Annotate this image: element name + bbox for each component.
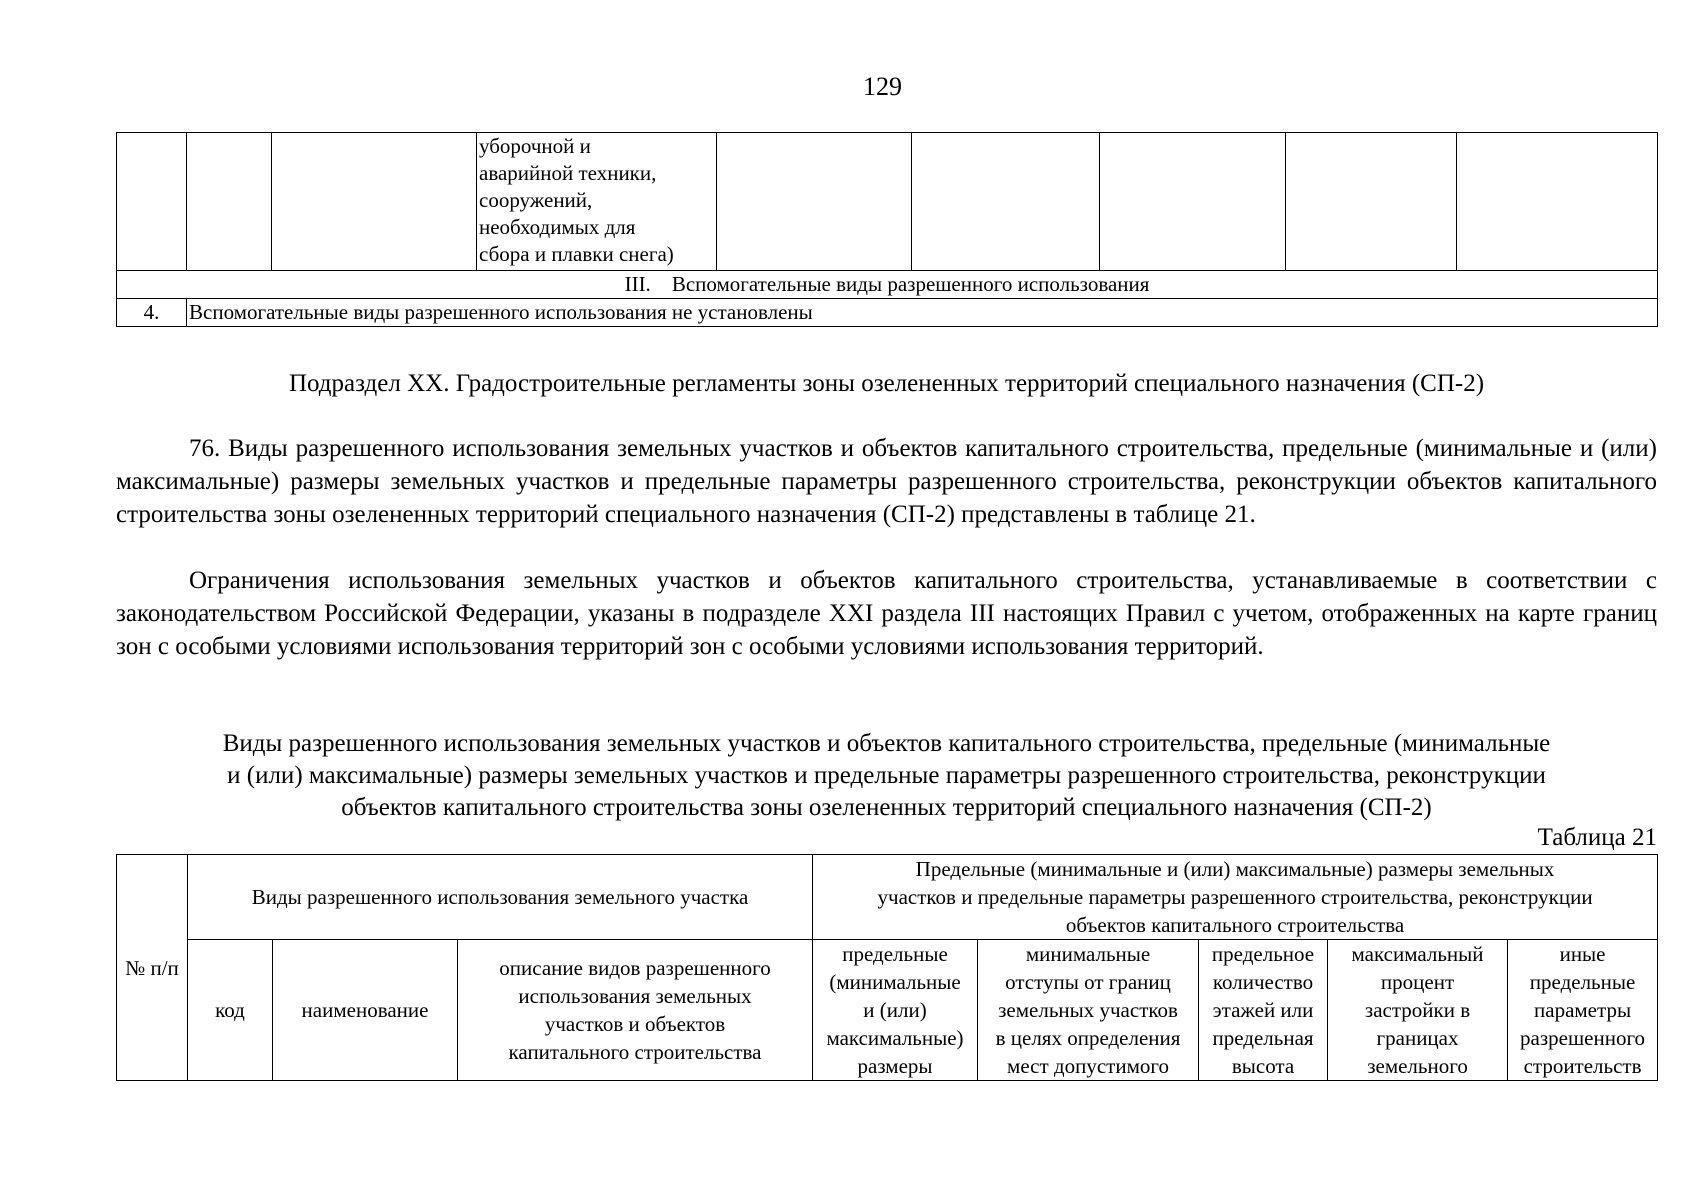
table-header-row (117, 855, 1658, 940)
description-line: уборочной и (479, 134, 591, 158)
header-group-limits (813, 855, 1658, 940)
description-line: сбора и плавки снега) (479, 242, 674, 266)
header-line: максимальный (1351, 942, 1484, 966)
header-line: предельные (1529, 970, 1636, 994)
header-line: отступы от границ (1005, 970, 1171, 994)
header-line: количество (1212, 970, 1314, 994)
regulations-table (116, 854, 1658, 1081)
table-row (117, 299, 1658, 327)
header-line: предельное (1211, 942, 1315, 966)
description-line: аварийной техники, (479, 161, 657, 185)
continued-table (116, 132, 1658, 327)
header-line: использования земельных (518, 984, 752, 1008)
header-line: размеры (857, 1054, 933, 1078)
header-line: минимальные (1025, 942, 1151, 966)
header-line: участков и предельные параметры разрешенного строительства, реконструкции (877, 885, 1593, 909)
header-line: земельного (1367, 1054, 1468, 1078)
table-header-row (117, 940, 1658, 1081)
header-line: Предельные (минимальные и (или) максимальные) размеры земельных (915, 857, 1555, 881)
table-row (117, 133, 1658, 271)
section-title: Вспомогательные виды разрешенного использования (671, 272, 1150, 296)
header-line: строительств (1523, 1054, 1642, 1078)
header-line: (минимальные (829, 970, 961, 994)
header-line: максимальные) (826, 1026, 964, 1050)
header-line: мест допустимого (1007, 1054, 1169, 1078)
header-line: разрешенного (1520, 1026, 1646, 1050)
header-line: этажей или (1212, 998, 1314, 1022)
table-cell (912, 133, 1100, 271)
table-cell (187, 133, 272, 271)
header-line: границах (1376, 1026, 1459, 1050)
header-name: наименование (273, 940, 458, 1081)
description-line: сооружений, (479, 188, 593, 212)
header-line: высота (1231, 1054, 1295, 1078)
header-line: капитального строительства (508, 1040, 762, 1064)
paragraph-76: 76. Виды разрешенного использования земельных участков и объектов капитального строительства, предельные (минимальные и (или) максимальные) размеры земельных участков и предельные параметры разрешенного строительства, реконструкции объектов капитального строительства зоны озелененных территорий специального назначения (СП-2) представлены в таблице 21. (116, 435, 1657, 528)
table-cell (1286, 133, 1457, 271)
header-setbacks (978, 940, 1199, 1081)
description-line: необходимых для (479, 215, 636, 239)
section-title-cell (117, 271, 1658, 299)
table-cell (117, 133, 187, 271)
table-caption (116, 728, 1657, 824)
header-line: в целях определения (995, 1026, 1181, 1050)
header-description (458, 940, 813, 1081)
header-number: № п/п (117, 855, 188, 1081)
paragraph-restrictions: Ограничения использования земельных участков и объектов капитального строительства, устанавливаемые в соответствии с законодательством Российской Федерации, указаны в подразделе XXI раздела III настоящих Правил с учетом, отображенных на карте границ зон с особыми условиями использования территорий зон с особыми условиями использования территорий. (116, 567, 1657, 660)
header-line: описание видов разрешенного (499, 956, 771, 980)
page-number: 129 (863, 72, 902, 101)
caption-line: объектов капитального строительства зоны озелененных территорий специального назначения (СП-2) (341, 794, 1432, 821)
header-floors (1199, 940, 1328, 1081)
table-cell (1100, 133, 1286, 271)
header-plot-size (813, 940, 978, 1081)
row-number: 4. (117, 299, 187, 327)
table-section-row (117, 271, 1658, 299)
header-line: и (или) (863, 998, 927, 1022)
header-code: код (188, 940, 273, 1081)
caption-line: и (или) максимальные) размеры земельных участков и предельные параметры разрешенного строительства, реконструкции (227, 762, 1546, 789)
header-line: параметры (1534, 998, 1632, 1022)
caption-line: Виды разрешенного использования земельных участков и объектов капитального строительства, предельные (минимальные (222, 730, 1551, 757)
header-line: участков и объектов (544, 1012, 726, 1036)
header-line: процент (1380, 970, 1455, 994)
table-cell (717, 133, 912, 271)
table-cell-description (477, 133, 717, 271)
header-line: застройки в (1364, 998, 1471, 1022)
header-line: объектов капитального строительства (1065, 913, 1405, 937)
header-other-params (1508, 940, 1658, 1081)
header-line: земельных участков (998, 998, 1178, 1022)
row-text: Вспомогательные виды разрешенного использования не установлены (187, 299, 1658, 327)
header-line: предельная (1212, 1026, 1314, 1050)
table-cell (272, 133, 477, 271)
header-coverage (1328, 940, 1508, 1081)
section-number: III. (624, 272, 651, 296)
table-cell (1457, 133, 1658, 271)
header-line: предельные (842, 942, 948, 966)
table-label: Таблица 21 (1537, 824, 1657, 851)
subsection-heading: Подраздел XX. Градостроительные регламенты зоны озелененных территорий специального назначения (СП-2) (288, 370, 1485, 397)
header-line: иные (1559, 942, 1606, 966)
header-group-uses: Виды разрешенного использования земельного участка (188, 855, 813, 940)
